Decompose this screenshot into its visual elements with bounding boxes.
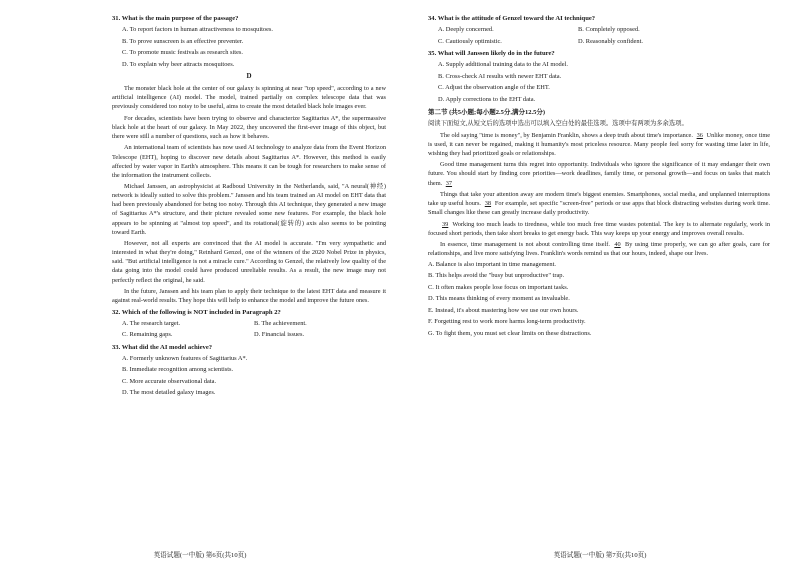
q33-option-b: B. Immediate recognition among scientists. — [122, 366, 234, 374]
question-34: 34. What is the attitude of Genzel toward the AI technique? — [428, 15, 596, 22]
passage-paragraph-5: However, not all experts are convinced that the AI model is accurate. "I'm very sympathetic and interested in what they're doing," Reinhard Genzel, one of the winners of the 2020 Nobel Prize in physics, said. "But artificial intelligence is not a miracle cure." According to Genzel, the relatively low quality of the data going into the model could have produced unreliable results. As a result, the new image may not perfectly reflect the original, he said. — [112, 240, 386, 284]
left-page-footer: 英语试题(一中版) 第6页(共10页) — [153, 552, 247, 559]
q31-option-a: A. To report factors in human attractiveness to mosquitoes. — [122, 26, 273, 34]
choice-a: A. Balance is also important in time management. — [428, 260, 556, 268]
right-page-footer: 英语试题(一中版) 第7页(共10页) — [553, 552, 647, 559]
q32-option-c: C. Remaining gaps. — [122, 331, 173, 339]
choice-c: C. It often makes people lose focus on important tasks. — [428, 283, 569, 291]
question-31: 31. What is the main purpose of the passage? — [112, 15, 239, 22]
q32-option-a: A. The research target. — [122, 319, 181, 327]
q35-option-b: B. Cross-check AI results with newer EHT data. — [438, 72, 562, 80]
q34-option-c: C. Cautiously optimistic. — [438, 37, 502, 45]
q35-option-a: A. Supply additional training data to the AI model. — [438, 61, 568, 69]
q33-option-a: A. Formerly unknown features of Sagittarius A*. — [122, 354, 248, 362]
cloze-p5-text-b: By using time properly, we can go after goals, care for relationships, and live more satisfying lives. Franklin's words remind us that our hours, indeed, shape our lives. — [428, 241, 770, 258]
q31-option-c: C. To promote music festivals as research sites. — [122, 49, 244, 57]
question-32: 32. Which of the following is NOT included in Paragraph 2? — [112, 308, 281, 316]
passage-paragraph-3: An international team of scientists has now used AI technology to analyze data from the Event Horizon Telescope (EHT), hoping to discover new details about Sagittarius A*. However, this method is easily affected by water vapor in Earth's atmosphere. This means it can be tough for researchers to make sense of the information the instrument collects. — [112, 144, 386, 179]
q32-options-row-2 — [122, 331, 386, 340]
right-page — [400, 0, 800, 565]
q34-option-d: D. Reasonably confident. — [578, 37, 643, 45]
choice-d: D. This means thinking of every moment as invaluable. — [428, 295, 570, 303]
part-2-title: 第二节 (共5小题;每小题2.5分,满分12.5分) — [428, 109, 545, 117]
passage-paragraph-2: For decades, scientists have been trying to observe and characterize Sagittarius A*, the supermassive black hole at the heart of our galaxy. In May 2022, they uncovered the first-ever image of this object, but there were still a number of questions, such as how it behaves. — [112, 114, 386, 140]
question-35: 35. What will Janssen likely do in the future? — [428, 50, 555, 58]
choice-b: B. This helps avoid the "busy but unproductive" trap. — [428, 272, 565, 280]
blank-40: 40 — [614, 241, 621, 249]
cloze-paragraph-2 — [428, 160, 770, 187]
cloze-p5-text-a: In essence, time management is not about controlling time itself. — [440, 241, 610, 249]
cloze-p4-text: Working too much leads to tiredness, while too much free time wastes potential. The key is to alternate regularly, work in focused short periods, then take short breaks to get energy back. This way keeps up your energy and improves overall results. — [428, 220, 770, 237]
cloze-p3-text-a: Things that take your attention away are modern time's biggest enemies. Smartphones, social media, and unplanned interruptions take up useful hours. — [428, 191, 770, 208]
cloze-p1-text-a: The old saying "time is money", by Benjamin Franklin, shows a deep truth about time's importance. — [440, 131, 693, 139]
choice-g: G. To fight them, you must set clear limits on these distractions. — [428, 329, 592, 337]
q33-option-d: D. The most detailed galaxy images. — [122, 389, 216, 397]
cloze-p2-text: Good time management turns this regret into opportunity. Individuals who ignore the significance of it may endanger their own future. You should start by finding core priorities—work deadlines, family time, or personal growth—and focus on tasks that match them. — [428, 161, 770, 187]
blank-39: 39 — [442, 220, 449, 228]
q34-option-a: A. Deeply concerned. — [438, 26, 494, 34]
blank-38: 38 — [484, 200, 492, 208]
cloze-p1-text-b: Unlike money, once time is used, it can never be regained, making it humanity's most priceless resource. Many people feel sorry for wasting time later in life, wishing they had prioritized goals or relationships. — [428, 131, 771, 157]
q34-options-row-1 — [438, 26, 770, 35]
choice-e: E. Instead, it's about mastering how we use our own hours. — [428, 306, 579, 314]
section-d-heading: D — [246, 72, 252, 81]
q35-option-d: D. Apply corrections to the EHT data. — [438, 95, 536, 103]
cloze-paragraph-1 — [428, 131, 770, 158]
q32-option-b: B. The achievement. — [254, 319, 307, 327]
q32-option-d: D. Financial issues. — [254, 331, 305, 339]
blank-36: 36 — [696, 131, 703, 139]
cloze-p3-text-b: For example, set specific "screen-free" periods or use apps that block distracting websites during work time. Small changes like these can greatly increase daily productivity. — [428, 200, 771, 217]
passage-paragraph-1: The monster black hole at the center of our galaxy is spinning at near "top speed", according to a new artificial intelligence (AI) model. The model, trained partially on complex telescope data that was previously considered too noisy to be useful, aims to create the most detailed black hole images ever. — [112, 85, 386, 111]
blank-37: 37 — [445, 179, 453, 187]
q32-options-row-1 — [122, 320, 386, 329]
passage-paragraph-6: In the future, Janssen and his team plan to apply their technique to the latest EHT data and measure it against real-world results. They hope this will help to enhance the model and improve the future ones. — [112, 288, 386, 305]
cloze-paragraph-3 — [428, 190, 770, 217]
q31-option-d: D. To explain why beer attracts mosquitoes. — [122, 60, 235, 68]
passage-paragraph-4: Michael Janssen, an astrophysicist at Radboud University in the Netherlands, said, "A neural(神经) network is ideally suited to solve this problem." Janssen and his team trained an AI model on EHT data that had been previously abandoned for being too noisy. Through this AI technique, they generated a new image of Sagittarius A*'s structure, and their picture revealed some new features. For example, the black hole appears to be spinning at "almost top speed", and its rotational(旋转的) axis also seems to be pointing toward Earth. — [112, 183, 386, 236]
q34-option-b: B. Completely opposed. — [578, 26, 640, 34]
choice-f: F. Forgetting rest to work more harms long-term productivity. — [428, 318, 586, 326]
q35-option-c: C. Adjust the observation angle of the EHT. — [438, 84, 550, 92]
cloze-paragraph-4 — [428, 220, 770, 238]
q34-options-row-2 — [438, 38, 770, 47]
cloze-paragraph-5 — [428, 240, 770, 258]
q31-option-b: B. To prove sunscreen is an effective preventer. — [122, 37, 244, 45]
q33-option-c: C. More accurate observational data. — [122, 377, 217, 385]
question-33: 33. What did the AI model achieve? — [112, 343, 213, 351]
part-2-instructions: 阅读下面短文,从短文后的选项中选出可以填入空白处的最佳选项。选项中有两项为多余选项。 — [428, 120, 688, 128]
